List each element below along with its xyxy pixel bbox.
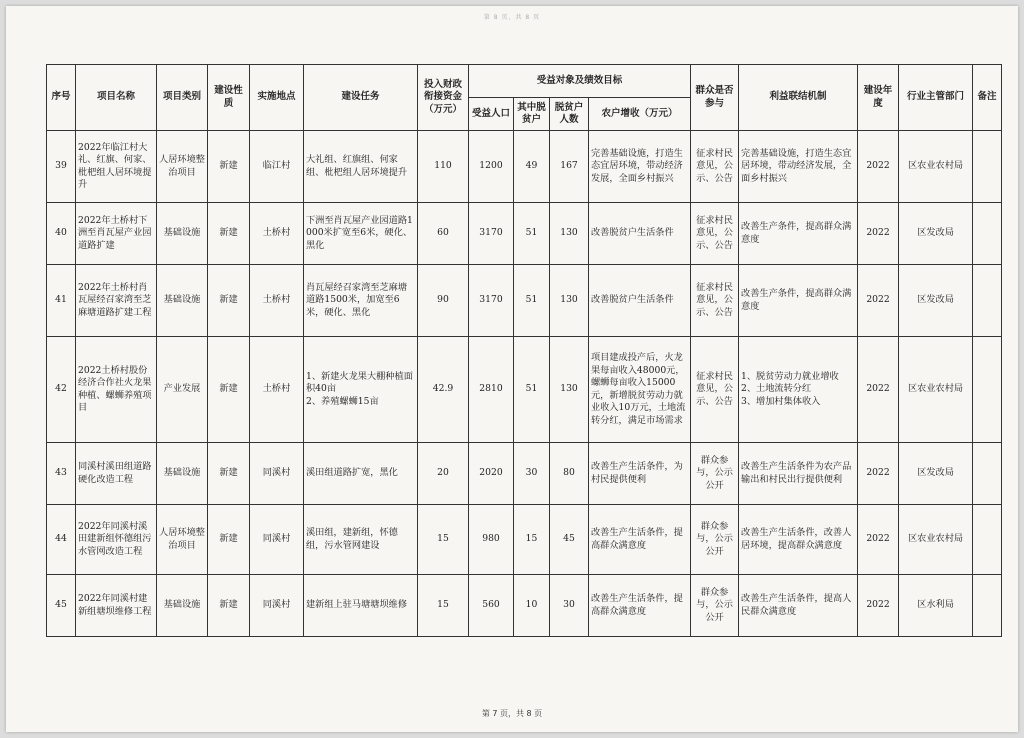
year-cell: 2022: [858, 443, 899, 505]
remarks-cell: [973, 265, 1002, 337]
year-cell: 2022: [858, 505, 899, 575]
header-income: 农户增收（万元）: [589, 98, 691, 131]
header-department: 行业主管部门: [899, 65, 973, 131]
seq-cell: 44: [47, 505, 76, 575]
project-table: [46, 64, 1002, 637]
remarks-cell: [973, 203, 1002, 265]
mechanism-cell: 改善生产生活条件，提高人民群众满意度: [739, 575, 858, 637]
income-cell: 改善生产生活条件，提高群众满意度: [589, 505, 691, 575]
header-remarks: 备注: [973, 65, 1002, 131]
table-row: [47, 575, 1002, 637]
year-cell: 2022: [858, 575, 899, 637]
poor-persons-cell: 130: [550, 337, 589, 443]
name-cell: 2022土桥村股份经济合作社火龙果种植、螺蛳养殖项目: [76, 337, 157, 443]
header-seq: 序号: [47, 65, 76, 131]
seq-cell: 43: [47, 443, 76, 505]
remarks-cell: [973, 337, 1002, 443]
mechanism-cell: 1、脱贫劳动力就业增收 2、土地流转分红 3、增加村集体收入: [739, 337, 858, 443]
nature-cell: 新建: [208, 505, 250, 575]
name-cell: 2022年同溪村建新组塘坝维修工程: [76, 575, 157, 637]
table-body: [47, 131, 1002, 637]
name-cell: 2022年土桥村肖瓦屋经召家湾至芝麻塘道路扩建工程: [76, 265, 157, 337]
header-category: 项目类别: [157, 65, 208, 131]
nature-cell: 新建: [208, 203, 250, 265]
header-name: 项目名称: [76, 65, 157, 131]
department-cell: 区发改局: [899, 443, 973, 505]
beneficiaries-cell: 980: [469, 505, 514, 575]
nature-cell: 新建: [208, 131, 250, 203]
nature-cell: 新建: [208, 337, 250, 443]
seq-cell: 39: [47, 131, 76, 203]
nature-cell: 新建: [208, 575, 250, 637]
table-row: [47, 505, 1002, 575]
investment-cell: 15: [418, 575, 469, 637]
task-cell: 大礼组、红旗组、何家组、枇杷组人居环境提升: [304, 131, 418, 203]
header-benefit-group: 受益对象及绩效目标: [469, 65, 691, 98]
category-cell: 基础设施: [157, 575, 208, 637]
header-poor: 其中脱贫户: [514, 98, 550, 131]
year-cell: 2022: [858, 337, 899, 443]
poor-cell: 51: [514, 203, 550, 265]
header-year: 建设年度: [858, 65, 899, 131]
poor-cell: 49: [514, 131, 550, 203]
header-nature: 建设性质: [208, 65, 250, 131]
seq-cell: 40: [47, 203, 76, 265]
poor-cell: 15: [514, 505, 550, 575]
header-investment: 投入财政衔接资金（万元）: [418, 65, 469, 131]
beneficiaries-cell: 560: [469, 575, 514, 637]
year-cell: 2022: [858, 203, 899, 265]
beneficiaries-cell: 2020: [469, 443, 514, 505]
location-cell: 同溪村: [250, 505, 304, 575]
remarks-cell: [973, 575, 1002, 637]
investment-cell: 15: [418, 505, 469, 575]
name-cell: 2022年临江村大礼、红旗、何家、枇杷组人居环境提升: [76, 131, 157, 203]
income-cell: 改善脱贫户生活条件: [589, 203, 691, 265]
department-cell: 区农业农村局: [899, 505, 973, 575]
department-cell: 区农业农村局: [899, 131, 973, 203]
category-cell: 人居环境整治项目: [157, 505, 208, 575]
task-cell: 肖瓦屋经召家湾至芝麻塘道路1500米，加宽至6米，硬化、黑化: [304, 265, 418, 337]
department-cell: 区水利局: [899, 575, 973, 637]
poor-persons-cell: 130: [550, 203, 589, 265]
mechanism-cell: 完善基础设施，打造生态宜居环境，带动经济发展，全面乡村振兴: [739, 131, 858, 203]
table-row: [47, 265, 1002, 337]
category-cell: 基础设施: [157, 203, 208, 265]
mechanism-cell: 改善生产条件，提高群众满意度: [739, 265, 858, 337]
nature-cell: 新建: [208, 443, 250, 505]
participation-cell: 征求村民意见，公示、公告: [691, 337, 739, 443]
task-cell: 建新组上驻马塘塘坝维修: [304, 575, 418, 637]
income-cell: 改善生产生活条件，提高群众满意度: [589, 575, 691, 637]
name-cell: 2022年同溪村溪田建新组怀德组污水管网改造工程: [76, 505, 157, 575]
category-cell: 产业发展: [157, 337, 208, 443]
task-cell: 溪田组，建新组，怀德组，污水管网建设: [304, 505, 418, 575]
header-location: 实施地点: [250, 65, 304, 131]
poor-cell: 51: [514, 265, 550, 337]
poor-persons-cell: 45: [550, 505, 589, 575]
location-cell: 同溪村: [250, 443, 304, 505]
table-row: [47, 131, 1002, 203]
location-cell: 临江村: [250, 131, 304, 203]
participation-cell: 群众参与，公示公开: [691, 575, 739, 637]
department-cell: 区发改局: [899, 203, 973, 265]
participation-cell: 征求村民意见，公示、公告: [691, 203, 739, 265]
investment-cell: 110: [418, 131, 469, 203]
beneficiaries-cell: 3170: [469, 265, 514, 337]
income-cell: 改善生产生活条件，为村民提供便利: [589, 443, 691, 505]
participation-cell: 征求村民意见，公示、公告: [691, 131, 739, 203]
task-cell: 下洲至肖瓦屋产业园道路1000米扩宽至6米，硬化、黑化: [304, 203, 418, 265]
poor-cell: 10: [514, 575, 550, 637]
table-row: [47, 337, 1002, 443]
header-task: 建设任务: [304, 65, 418, 131]
task-cell: 溪田组道路扩宽，黑化: [304, 443, 418, 505]
table-row: [47, 203, 1002, 265]
department-cell: 区农业农村局: [899, 337, 973, 443]
category-cell: 基础设施: [157, 265, 208, 337]
seq-cell: 41: [47, 265, 76, 337]
poor-persons-cell: 80: [550, 443, 589, 505]
investment-cell: 90: [418, 265, 469, 337]
document-page: [6, 6, 1018, 732]
location-cell: 土桥村: [250, 265, 304, 337]
beneficiaries-cell: 3170: [469, 203, 514, 265]
poor-cell: 30: [514, 443, 550, 505]
nature-cell: 新建: [208, 265, 250, 337]
mechanism-cell: 改善生产条件，提高群众满意度: [739, 203, 858, 265]
name-cell: 2022年土桥村下洲至肖瓦屋产业园道路扩建: [76, 203, 157, 265]
remarks-cell: [973, 505, 1002, 575]
category-cell: 人居环境整治项目: [157, 131, 208, 203]
investment-cell: 60: [418, 203, 469, 265]
year-cell: 2022: [858, 265, 899, 337]
seq-cell: 42: [47, 337, 76, 443]
participation-cell: 群众参与，公示公开: [691, 443, 739, 505]
seq-cell: 45: [47, 575, 76, 637]
income-cell: 改善脱贫户生活条件: [589, 265, 691, 337]
remarks-cell: [973, 131, 1002, 203]
income-cell: 完善基础设施，打造生态宜居环境，带动经济发展，全面乡村振兴: [589, 131, 691, 203]
running-head: 第 8 页，共 8 页: [483, 14, 541, 21]
page-footer: 第 7 页，共 8 页: [481, 709, 543, 718]
task-cell: 1、新建火龙果大棚种植面积40亩 2、养殖螺蛳15亩: [304, 337, 418, 443]
participation-cell: 群众参与，公示公开: [691, 505, 739, 575]
name-cell: 同溪村溪田组道路硬化改造工程: [76, 443, 157, 505]
remarks-cell: [973, 443, 1002, 505]
participation-cell: 征求村民意见，公示、公告: [691, 265, 739, 337]
mechanism-cell: 改善生产生活条件为农产品输出和村民出行提供便利: [739, 443, 858, 505]
year-cell: 2022: [858, 131, 899, 203]
header-beneficiaries: 受益人口: [469, 98, 514, 131]
poor-persons-cell: 167: [550, 131, 589, 203]
table-row: [47, 443, 1002, 505]
poor-persons-cell: 130: [550, 265, 589, 337]
location-cell: 同溪村: [250, 575, 304, 637]
header-mechanism: 利益联结机制: [739, 65, 858, 131]
investment-cell: 20: [418, 443, 469, 505]
beneficiaries-cell: 1200: [469, 131, 514, 203]
location-cell: 土桥村: [250, 337, 304, 443]
location-cell: 土桥村: [250, 203, 304, 265]
mechanism-cell: 改善生产生活条件，改善人居环境，提高群众满意度: [739, 505, 858, 575]
income-cell: 项目建成投产后，火龙果每亩收入48000元，螺蛳每亩收入15000元，新增脱贫劳动力就业收入10万元，土地流转分红，满足市场需求: [589, 337, 691, 443]
header-participation: 群众是否参与: [691, 65, 739, 131]
poor-cell: 51: [514, 337, 550, 443]
category-cell: 基础设施: [157, 443, 208, 505]
investment-cell: 42.9: [418, 337, 469, 443]
header-poor-persons: 脱贫户人数: [550, 98, 589, 131]
department-cell: 区发改局: [899, 265, 973, 337]
beneficiaries-cell: 2810: [469, 337, 514, 443]
poor-persons-cell: 30: [550, 575, 589, 637]
